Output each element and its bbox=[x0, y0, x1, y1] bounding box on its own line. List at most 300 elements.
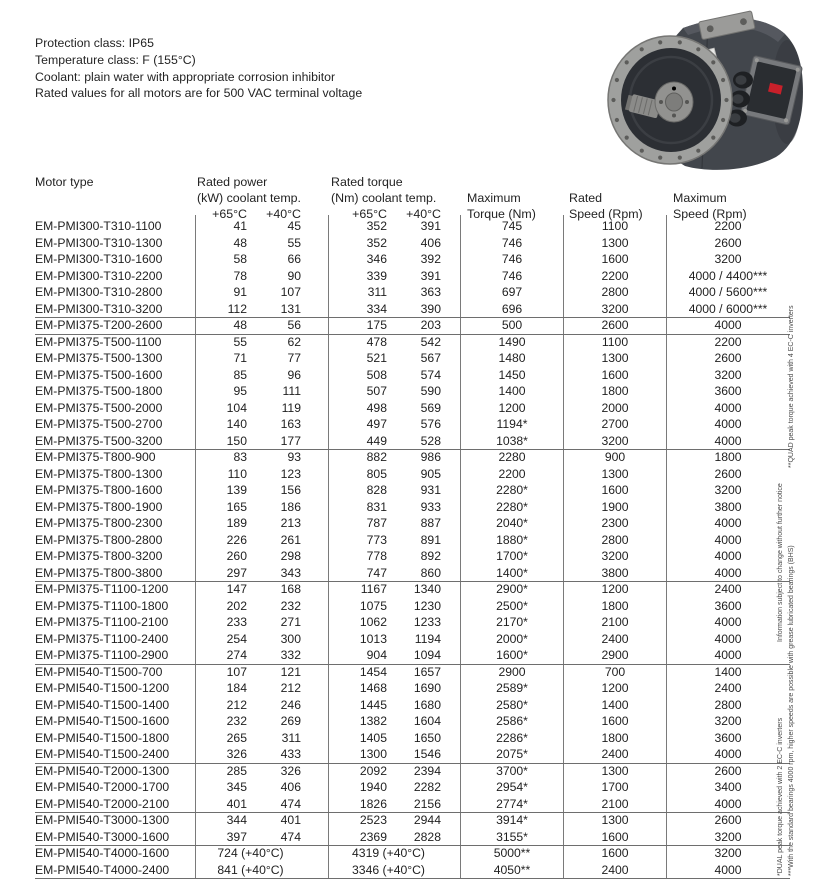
table-row bbox=[0, 499, 830, 516]
rated-speed-cell: 2900 bbox=[601, 648, 629, 662]
max-speed-cell: 3600 bbox=[714, 598, 742, 613]
motor-type-cell: EM-PMI540-T1500-1200 bbox=[35, 681, 170, 695]
max-speed-cell: 4000 bbox=[714, 532, 742, 547]
torque-65-cell: 346 bbox=[366, 252, 387, 266]
table-row bbox=[0, 350, 830, 367]
torque-65-cell: 1468 bbox=[359, 681, 387, 695]
torque-40-cell: 203 bbox=[420, 318, 441, 332]
motor-type-cell: EM-PMI540-T1500-700 bbox=[35, 664, 163, 679]
rated-speed-cell: 1600 bbox=[601, 252, 629, 266]
motor-type-cell: EM-PMI375-T800-900 bbox=[35, 450, 156, 464]
rated-speed-cell: 2800 bbox=[601, 532, 629, 547]
power-40-cell: 45 bbox=[287, 219, 301, 233]
flange-bolt-hole bbox=[640, 47, 644, 51]
power-65-cell: 397 bbox=[226, 829, 247, 844]
max-torque-cell: 2280 bbox=[498, 450, 526, 464]
max-torque-cell: 1490 bbox=[498, 334, 526, 349]
torque-65-cell: 352 bbox=[366, 219, 387, 233]
motor-type-cell: EM-PMI375-T800-3800 bbox=[35, 565, 163, 580]
motor-type-cell: EM-PMI375-T500-1100 bbox=[35, 334, 162, 349]
rated-speed-cell: 700 bbox=[604, 664, 626, 679]
torque-65-cell: 1940 bbox=[359, 780, 387, 794]
col-header-rated-power-sub: (kW) coolant temp. bbox=[197, 191, 301, 205]
rated-speed-cell: 1600 bbox=[601, 367, 629, 382]
power-span-cell: 841 (+40°C) bbox=[217, 862, 284, 877]
motor-type-cell: EM-PMI375-T800-1300 bbox=[35, 466, 163, 481]
rated-speed-cell: 2700 bbox=[601, 417, 629, 431]
rated-speed-cell: 1100 bbox=[601, 334, 629, 349]
motor-type-cell: EM-PMI375-T800-2800 bbox=[35, 532, 163, 547]
rated-speed-cell: 1200 bbox=[601, 582, 629, 596]
flange-bolt-hole bbox=[615, 118, 619, 122]
power-65-cell: 189 bbox=[226, 516, 247, 530]
torque-65-cell: 449 bbox=[366, 433, 387, 448]
max-speed-cell: 3600 bbox=[714, 730, 742, 745]
max-torque-cell: 746 bbox=[501, 235, 523, 250]
power-40-cell: 186 bbox=[280, 499, 301, 514]
flange-bolt-hole bbox=[696, 47, 700, 51]
torque-40-cell: 1690 bbox=[413, 681, 441, 695]
max-torque-cell: 2500* bbox=[496, 598, 528, 613]
rated-speed-cell: 2200 bbox=[601, 268, 629, 283]
motor-type-cell: EM-PMI300-T310-1300 bbox=[35, 235, 163, 250]
rated-speed-cell: 2400 bbox=[601, 862, 629, 877]
power-40-cell: 121 bbox=[280, 664, 301, 679]
table-row bbox=[0, 713, 830, 730]
power-65-cell: 107 bbox=[226, 664, 247, 679]
rated-speed-cell: 1200 bbox=[601, 681, 629, 695]
max-torque-cell: 746 bbox=[501, 268, 523, 283]
torque-40-cell: 887 bbox=[420, 516, 441, 530]
max-speed-cell: 3400 bbox=[714, 780, 742, 794]
motor-type-cell: EM-PMI540-T3000-1600 bbox=[35, 829, 170, 844]
max-torque-cell: 2589* bbox=[496, 681, 528, 695]
max-torque-cell: 5000** bbox=[493, 846, 531, 860]
rated-speed-cell: 3200 bbox=[601, 549, 629, 563]
motor-type-cell: EM-PMI375-T1100-2900 bbox=[35, 648, 169, 662]
rated-speed-cell: 2600 bbox=[601, 318, 629, 332]
max-speed-cell: 3200 bbox=[714, 829, 742, 844]
motor-type-cell: EM-PMI540-T2000-2100 bbox=[35, 796, 170, 811]
power-40-cell: 433 bbox=[280, 747, 301, 761]
power-40-cell: 232 bbox=[280, 598, 301, 613]
max-torque-cell: 2900* bbox=[496, 582, 528, 596]
temperature-class-line: Temperature class: F (155°C) bbox=[35, 52, 196, 67]
torque-40-cell: 986 bbox=[420, 450, 441, 464]
torque-65-cell: 1062 bbox=[359, 615, 387, 629]
torque-40-cell: 860 bbox=[420, 565, 441, 580]
col-header-power-65: +65°C bbox=[212, 207, 247, 221]
table-row bbox=[0, 416, 830, 433]
col-header-power-40: +40°C bbox=[266, 207, 301, 221]
max-speed-cell: 2600 bbox=[714, 763, 742, 778]
torque-65-cell: 498 bbox=[366, 400, 387, 415]
rated-speed-cell: 2300 bbox=[601, 516, 629, 530]
torque-65-cell: 1826 bbox=[359, 796, 387, 811]
table-row bbox=[0, 515, 830, 532]
torque-40-cell: 406 bbox=[420, 235, 441, 250]
power-40-cell: 56 bbox=[287, 318, 301, 332]
power-65-cell: 85 bbox=[233, 367, 247, 382]
flange-bolt-hole bbox=[724, 98, 728, 102]
power-65-cell: 326 bbox=[226, 747, 247, 761]
max-torque-cell: 746 bbox=[501, 252, 523, 266]
power-40-cell: 156 bbox=[280, 483, 301, 497]
max-torque-cell: 1400 bbox=[498, 384, 526, 398]
table-row bbox=[0, 400, 830, 417]
power-40-cell: 332 bbox=[280, 648, 301, 662]
table-row bbox=[0, 647, 830, 664]
power-span-cell: 724 (+40°C) bbox=[217, 846, 284, 860]
table-row bbox=[0, 746, 830, 763]
motor-type-cell: EM-PMI300-T310-2200 bbox=[35, 268, 163, 283]
hub-center bbox=[666, 93, 683, 111]
power-65-cell: 95 bbox=[233, 384, 247, 398]
rated-speed-cell: 3200 bbox=[601, 301, 629, 316]
coolant-line: Coolant: plain water with appropriate corrosion inhibitor bbox=[35, 69, 336, 84]
max-speed-cell: 3200 bbox=[714, 846, 742, 860]
power-65-cell: 91 bbox=[233, 285, 247, 299]
motor-type-cell: EM-PMI540-T2000-1300 bbox=[35, 763, 170, 778]
torque-40-cell: 905 bbox=[420, 466, 441, 481]
max-speed-cell: 3200 bbox=[714, 252, 742, 266]
table-row bbox=[0, 449, 830, 466]
max-speed-cell: 1400 bbox=[714, 664, 742, 679]
max-speed-cell: 2600 bbox=[714, 351, 742, 365]
rated-speed-cell: 1600 bbox=[601, 483, 629, 497]
power-65-cell: 58 bbox=[233, 252, 247, 266]
torque-40-cell: 391 bbox=[420, 219, 441, 233]
power-65-cell: 344 bbox=[226, 813, 247, 827]
table-row bbox=[0, 581, 830, 598]
power-65-cell: 71 bbox=[233, 351, 247, 365]
flange-bolt-hole bbox=[678, 40, 682, 44]
max-speed-cell: 3800 bbox=[714, 499, 742, 514]
torque-40-cell: 528 bbox=[420, 433, 441, 448]
motor-type-cell: EM-PMI300-T310-3200 bbox=[35, 301, 163, 316]
max-speed-cell: 4000 bbox=[714, 747, 742, 761]
motor-type-cell: EM-PMI375-T500-1600 bbox=[35, 367, 163, 382]
power-40-cell: 93 bbox=[287, 450, 301, 464]
torque-65-cell: 2092 bbox=[359, 763, 387, 778]
torque-40-cell: 2282 bbox=[413, 780, 441, 794]
max-speed-cell: 4000 / 5600*** bbox=[688, 285, 768, 299]
table-row bbox=[0, 383, 830, 400]
max-speed-cell: 3200 bbox=[714, 483, 742, 497]
flange-bolt-hole bbox=[711, 136, 715, 140]
table-row bbox=[0, 251, 830, 268]
max-torque-cell: 4050** bbox=[493, 862, 531, 877]
power-65-cell: 226 bbox=[226, 532, 247, 547]
rated-speed-cell: 2800 bbox=[601, 285, 629, 299]
power-40-cell: 326 bbox=[280, 763, 301, 778]
max-torque-cell: 2774* bbox=[496, 796, 528, 811]
torque-40-cell: 390 bbox=[420, 301, 441, 316]
max-speed-cell: 2600 bbox=[714, 813, 742, 827]
power-40-cell: 213 bbox=[280, 516, 301, 530]
torque-65-cell: 1405 bbox=[359, 730, 387, 745]
torque-65-cell: 1445 bbox=[359, 697, 387, 712]
torque-65-cell: 778 bbox=[366, 549, 387, 563]
max-torque-cell: 696 bbox=[501, 301, 523, 316]
power-65-cell: 401 bbox=[226, 796, 247, 811]
torque-65-cell: 521 bbox=[366, 351, 387, 365]
power-65-cell: 265 bbox=[226, 730, 247, 745]
max-torque-cell: 2586* bbox=[496, 714, 528, 728]
torque-40-cell: 1230 bbox=[413, 598, 441, 613]
torque-40-cell: 931 bbox=[420, 483, 441, 497]
table-row bbox=[0, 631, 830, 648]
power-65-cell: 232 bbox=[226, 714, 247, 728]
motor-type-cell: EM-PMI540-T2000-1700 bbox=[35, 780, 170, 794]
power-40-cell: 474 bbox=[280, 796, 301, 811]
power-65-cell: 48 bbox=[233, 235, 247, 250]
torque-span-cell: 3346 (+40°C) bbox=[352, 862, 425, 877]
torque-65-cell: 175 bbox=[366, 318, 387, 332]
motor-type-cell: EM-PMI375-T500-2000 bbox=[35, 400, 163, 415]
power-40-cell: 90 bbox=[287, 268, 301, 283]
rated-speed-cell: 2100 bbox=[601, 615, 629, 629]
torque-40-cell: 1657 bbox=[413, 664, 441, 679]
motor-type-cell: EM-PMI375-T1100-2400 bbox=[35, 631, 169, 646]
power-40-cell: 406 bbox=[280, 780, 301, 794]
max-torque-cell: 3155* bbox=[496, 829, 528, 844]
torque-65-cell: 904 bbox=[366, 648, 387, 662]
rated-speed-cell: 2000 bbox=[601, 400, 629, 415]
torque-40-cell: 1680 bbox=[413, 697, 441, 712]
power-65-cell: 147 bbox=[226, 582, 247, 596]
max-torque-cell: 2075* bbox=[496, 747, 528, 761]
max-torque-cell: 1038* bbox=[496, 433, 528, 448]
rated-speed-cell: 1600 bbox=[601, 846, 629, 860]
table-row bbox=[0, 433, 830, 450]
max-torque-cell: 3700* bbox=[496, 763, 528, 778]
flange-bolt-hole bbox=[721, 78, 725, 82]
protection-class-line: Protection class: IP65 bbox=[35, 36, 154, 50]
power-65-cell: 285 bbox=[226, 763, 247, 778]
torque-40-cell: 391 bbox=[420, 268, 441, 283]
col-header-torque-65: +65°C bbox=[352, 207, 387, 221]
torque-40-cell: 574 bbox=[420, 367, 441, 382]
torque-65-cell: 2523 bbox=[359, 813, 387, 827]
power-40-cell: 261 bbox=[280, 532, 301, 547]
col-header-torque-40: +40°C bbox=[406, 207, 441, 221]
power-40-cell: 163 bbox=[280, 417, 301, 431]
torque-65-cell: 747 bbox=[366, 565, 387, 580]
motor-type-cell: EM-PMI300-T310-1100 bbox=[35, 219, 162, 233]
table-row bbox=[0, 796, 830, 813]
motor-type-cell: EM-PMI540-T3000-1300 bbox=[35, 813, 170, 827]
torque-65-cell: 497 bbox=[366, 417, 387, 431]
flange-bolt-hole bbox=[711, 60, 715, 64]
max-speed-cell: 4000 bbox=[714, 631, 742, 646]
motor-type-cell: EM-PMI540-T1500-1600 bbox=[35, 714, 170, 728]
torque-65-cell: 1013 bbox=[359, 631, 387, 646]
max-torque-cell: 2580* bbox=[496, 697, 528, 712]
table-row bbox=[0, 680, 830, 697]
torque-65-cell: 1382 bbox=[359, 714, 387, 728]
table-row bbox=[0, 829, 830, 846]
flange-bolt-hole bbox=[658, 156, 662, 160]
max-torque-cell: 1480 bbox=[498, 351, 526, 365]
rated-speed-cell: 1400 bbox=[601, 697, 629, 712]
power-40-cell: 246 bbox=[280, 697, 301, 712]
torque-40-cell: 1546 bbox=[413, 747, 441, 761]
max-speed-cell: 2800 bbox=[714, 697, 742, 712]
motor-type-cell: EM-PMI300-T310-1600 bbox=[35, 252, 163, 266]
motor-type-cell: EM-PMI375-T800-3200 bbox=[35, 549, 163, 563]
col-header-rated-speed-1: Rated bbox=[569, 191, 603, 205]
power-65-cell: 212 bbox=[226, 697, 247, 712]
power-65-cell: 233 bbox=[226, 615, 247, 629]
footnote-quad: **QUAD peak torque achieved with 4 EC-C inverters bbox=[788, 305, 795, 468]
power-40-cell: 131 bbox=[280, 301, 301, 316]
max-speed-cell: 2600 bbox=[714, 235, 742, 250]
torque-40-cell: 363 bbox=[420, 285, 441, 299]
table-row bbox=[0, 317, 830, 334]
torque-40-cell: 1650 bbox=[413, 730, 441, 745]
power-65-cell: 184 bbox=[226, 681, 247, 695]
flange-bolt-hole bbox=[721, 118, 725, 122]
torque-40-cell: 2156 bbox=[413, 796, 441, 811]
max-speed-cell: 3200 bbox=[714, 367, 742, 382]
power-40-cell: 107 bbox=[280, 285, 301, 299]
max-torque-cell: 1880* bbox=[496, 532, 528, 547]
torque-65-cell: 352 bbox=[366, 235, 387, 250]
rated-speed-cell: 1100 bbox=[601, 219, 629, 233]
motor-type-cell: EM-PMI300-T310-2800 bbox=[35, 285, 163, 299]
rated-speed-cell: 1600 bbox=[601, 714, 629, 728]
motor-product-photo bbox=[588, 0, 828, 178]
rated-speed-cell: 2100 bbox=[601, 796, 629, 811]
power-65-cell: 139 bbox=[226, 483, 247, 497]
max-speed-cell: 4000 bbox=[714, 400, 742, 415]
max-speed-cell: 2200 bbox=[714, 334, 742, 349]
torque-65-cell: 507 bbox=[366, 384, 387, 398]
max-speed-cell: 2600 bbox=[714, 466, 742, 481]
rated-speed-cell: 1300 bbox=[601, 763, 629, 778]
flange-bolt-hole bbox=[678, 156, 682, 160]
motor-type-cell: EM-PMI375-T500-1300 bbox=[35, 351, 163, 365]
group-separator-line bbox=[35, 878, 790, 879]
power-40-cell: 269 bbox=[280, 714, 301, 728]
torque-65-cell: 2369 bbox=[359, 829, 387, 844]
table-row bbox=[0, 598, 830, 615]
power-40-cell: 119 bbox=[281, 400, 301, 415]
torque-65-cell: 828 bbox=[366, 483, 387, 497]
flange-bolt-hole bbox=[611, 98, 615, 102]
flange-bolt-hole bbox=[696, 149, 700, 153]
rated-speed-cell: 900 bbox=[604, 450, 626, 464]
motor-type-cell: EM-PMI375-T200-2600 bbox=[35, 318, 163, 332]
torque-65-cell: 311 bbox=[367, 285, 387, 299]
torque-40-cell: 892 bbox=[420, 549, 441, 563]
table-row bbox=[0, 779, 830, 796]
power-40-cell: 62 bbox=[287, 334, 301, 349]
torque-40-cell: 567 bbox=[420, 351, 441, 365]
torque-span-cell: 4319 (+40°C) bbox=[352, 846, 425, 860]
table-row bbox=[0, 532, 830, 549]
torque-40-cell: 891 bbox=[420, 532, 441, 547]
table-row bbox=[0, 565, 830, 582]
power-65-cell: 274 bbox=[226, 648, 247, 662]
max-speed-cell: 4000 bbox=[714, 433, 742, 448]
col-header-motor-type: Motor type bbox=[35, 175, 94, 189]
torque-65-cell: 334 bbox=[366, 301, 387, 316]
spec-info-block bbox=[35, 35, 362, 102]
max-torque-cell: 2170* bbox=[496, 615, 528, 629]
motor-type-cell: EM-PMI540-T4000-2400 bbox=[35, 862, 170, 877]
table-row bbox=[0, 862, 830, 879]
torque-40-cell: 2394 bbox=[413, 763, 441, 778]
power-65-cell: 260 bbox=[226, 549, 247, 563]
rated-speed-cell: 1800 bbox=[601, 730, 629, 745]
torque-40-cell: 2944 bbox=[413, 813, 441, 827]
torque-65-cell: 787 bbox=[366, 516, 387, 530]
power-65-cell: 165 bbox=[226, 499, 247, 514]
max-torque-cell: 1700* bbox=[496, 549, 528, 563]
motor-type-cell: EM-PMI375-T500-1800 bbox=[35, 384, 163, 398]
power-65-cell: 254 bbox=[226, 631, 247, 646]
power-40-cell: 311 bbox=[281, 730, 301, 745]
col-header-max-torque-1: Maximum bbox=[467, 191, 521, 205]
table-row bbox=[0, 697, 830, 714]
max-speed-cell: 2400 bbox=[714, 681, 742, 695]
max-speed-cell: 3200 bbox=[714, 714, 742, 728]
power-65-cell: 112 bbox=[227, 301, 247, 316]
rated-speed-cell: 2400 bbox=[601, 747, 629, 761]
power-65-cell: 78 bbox=[233, 268, 247, 283]
rated-speed-cell: 2400 bbox=[601, 631, 629, 646]
power-40-cell: 401 bbox=[280, 813, 301, 827]
power-40-cell: 123 bbox=[280, 466, 301, 481]
torque-40-cell: 1094 bbox=[413, 648, 441, 662]
table-row bbox=[0, 730, 830, 747]
max-speed-cell: 4000 bbox=[714, 796, 742, 811]
rated-speed-cell: 1300 bbox=[601, 235, 629, 250]
power-65-cell: 202 bbox=[226, 598, 247, 613]
col-header-max-torque-2: Torque (Nm) bbox=[467, 207, 536, 221]
torque-40-cell: 392 bbox=[420, 252, 441, 266]
max-torque-cell: 500 bbox=[501, 318, 523, 332]
torque-65-cell: 805 bbox=[366, 466, 387, 481]
power-65-cell: 104 bbox=[226, 400, 247, 415]
rated-speed-cell: 1600 bbox=[601, 829, 629, 844]
max-torque-cell: 2040* bbox=[496, 516, 528, 530]
table-row bbox=[0, 367, 830, 384]
max-speed-cell: 1800 bbox=[714, 450, 742, 464]
torque-65-cell: 1075 bbox=[359, 598, 387, 613]
power-65-cell: 297 bbox=[226, 565, 247, 580]
rated-speed-cell: 3800 bbox=[601, 565, 629, 580]
max-torque-cell: 697 bbox=[501, 285, 523, 299]
max-speed-cell: 2400 bbox=[714, 582, 742, 596]
power-65-cell: 41 bbox=[233, 219, 247, 233]
motor-type-cell: EM-PMI375-T1100-2100 bbox=[35, 615, 169, 629]
torque-40-cell: 576 bbox=[420, 417, 441, 431]
table-row bbox=[0, 548, 830, 565]
col-header-max-speed-1: Maximum bbox=[673, 191, 727, 205]
motor-type-cell: EM-PMI540-T1500-1400 bbox=[35, 697, 170, 712]
table-row bbox=[0, 482, 830, 499]
max-speed-cell: 4000 bbox=[714, 417, 742, 431]
torque-65-cell: 1300 bbox=[359, 747, 387, 761]
motor-type-cell: EM-PMI375-T1100-1200 bbox=[35, 582, 169, 596]
max-torque-cell: 2954* bbox=[496, 780, 528, 794]
col-header-rated-power: Rated power bbox=[197, 175, 268, 189]
torque-40-cell: 2828 bbox=[413, 829, 441, 844]
max-speed-cell: 4000 bbox=[714, 565, 742, 580]
